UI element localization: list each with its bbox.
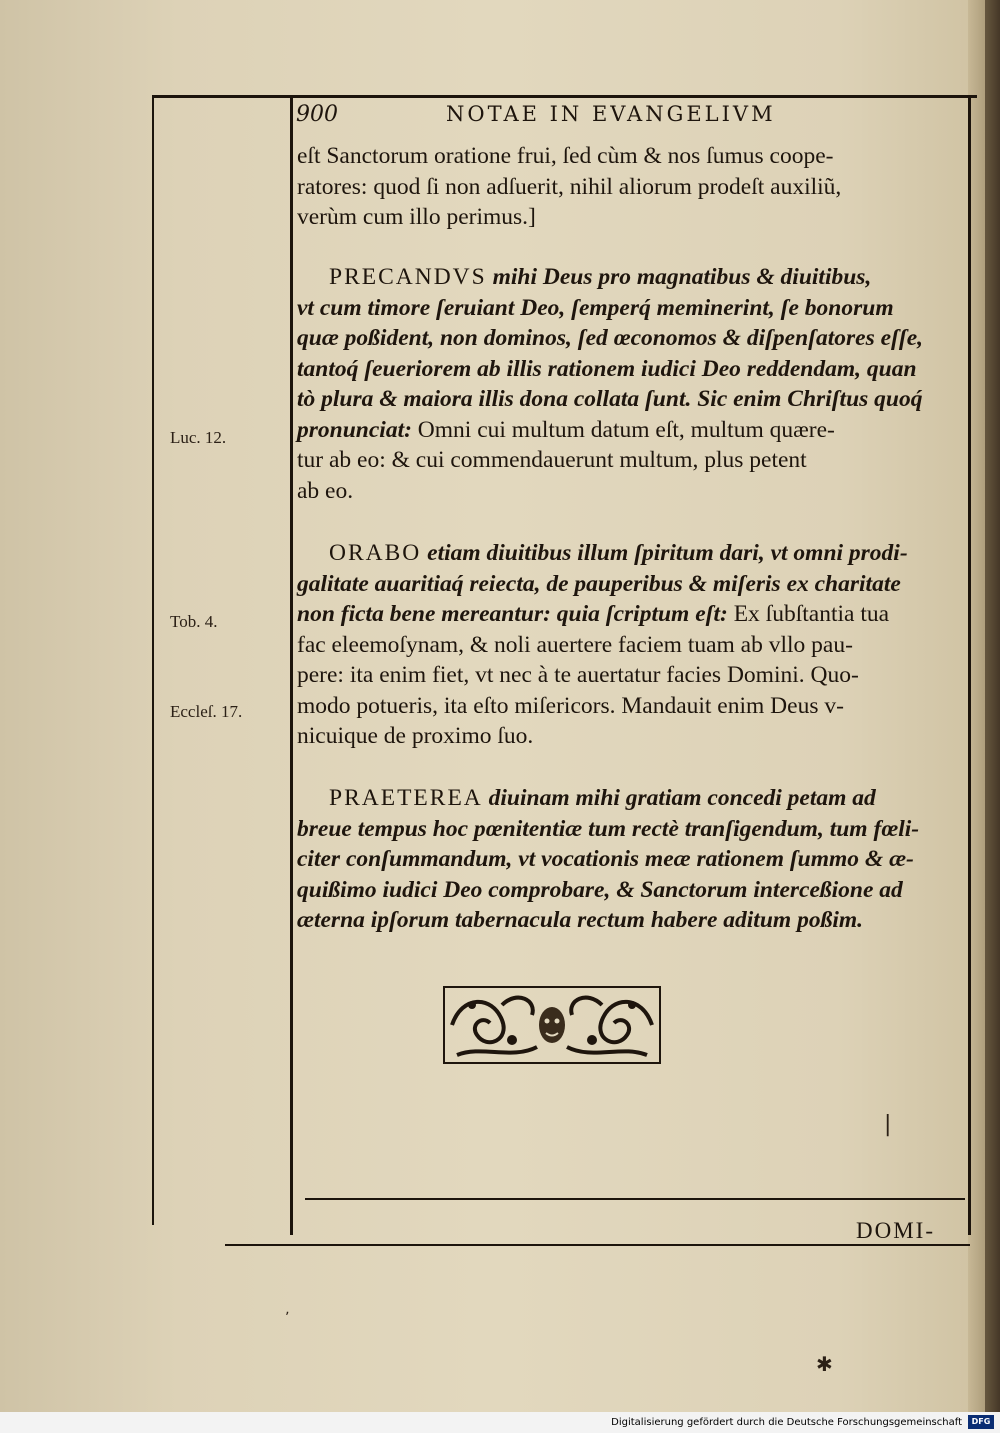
text-line: fac eleemoſynam, & noli auertere faciem tuam ab vllo pau- [297,631,853,658]
paragraph-lead-word: PRAETEREA [329,785,483,811]
printers-ornament-icon [442,985,662,1065]
bottom-rule [305,1198,965,1200]
text-line: tur ab eo: & cui commendauerunt multum, plus petent [297,447,807,473]
paragraph-first-line: PRAETEREA diuinam mihi gratiam concedi petam ad [329,785,876,811]
inner-left-rule [290,95,293,1235]
text-line: pronunciat: Omni cui multum datum eſt, multum quære- [297,416,835,443]
dfg-logo: DFG [968,1415,994,1429]
text-line: modo potueris, ita eſto miſericors. Mandauit enim Deus v- [297,692,844,719]
running-head: NOTAE IN EVANGELIVM [446,102,776,126]
bottom-outer-rule [225,1244,970,1246]
top-rule [152,95,977,98]
text-block-2 [297,262,964,506]
page-header [296,100,964,134]
paragraph-first-line: PRECANDVS mihi Deus pro magnatibus & diuitibus, [329,264,872,290]
text-line: nicuique de proximo ſuo. [297,723,534,749]
paragraph-first-line: ORABO etiam diuitibus illum ſpiritum dari, vt omni prodi- [329,540,908,566]
digitization-footer [0,1412,1000,1433]
margin-note-tob: Tob. 4. [170,612,218,631]
text-line: ab eo. [297,477,354,504]
text-line: non ficta bene mereantur: quia ſcriptum eſt: Ex ſubſtantia tua [297,601,890,627]
text-line: eſt Sanctorum oratione frui, ſed cùm & nos ſumus coope- [297,143,834,169]
ink-spot: ʼ [285,1310,290,1326]
outer-left-rule [152,95,154,1225]
text-line: breue tempus hoc pœnitentiæ tum rectè tranſigendum, tum fœli- [297,815,920,842]
text-block-3 [297,538,964,752]
text-line: galitate auaritiaq́ reiecta, de pauperibus & miſeris ex charitate [297,570,901,597]
catchword: DOMI- [856,1218,935,1243]
text-line: tantoq́ ſeueriorem ab illis rationem iudici Deo reddendam, quan [297,355,917,382]
ink-spot: ✱ [816,1352,833,1376]
page-edge-shadow [968,0,1000,1412]
footer-text: Digitalisierung gefördert durch die Deutsche Forschungsgemeinschaft [611,1417,962,1428]
text-line: quæ poßident, non dominos, ſed œconomos & diſpenſatores eſſe, [297,325,924,351]
page-number: 900 [296,102,338,127]
text-block-1 [297,141,964,233]
text-block-4 [297,783,964,936]
paragraph-lead-word: PRECANDVS [329,264,487,290]
text-line: pere: ita enim fiet, vt nec à te auertatur facies Domini. Quo- [297,662,859,688]
text-line: verùm cum illo perimus.] [297,204,536,230]
text-line: tò plura & maiora illis dona collata ſunt. Sic enim Chriſtus quoq́ [297,386,923,412]
text-line: æterna ipſorum tabernacula rectum habere aditum poßim. [297,907,863,933]
text-line: quißimo iudici Deo comprobare, & Sanctorum interceßione ad [297,876,903,903]
paragraph-lead-word: ORABO [329,540,422,566]
text-line: citer conſummandum, vt vocationis meæ rationem ſummo & æ- [297,846,914,872]
text-line: vt cum timore ſeruiant Deo, ſemperq́ meminerint, ſe bonorum [297,294,894,321]
ink-spot: | [884,1112,892,1137]
margin-note-luc: Luc. 12. [170,428,227,447]
right-rule [968,95,971,1235]
margin-note-eccles: Eccleſ. 17. [170,702,243,721]
text-line: ratores: quod ſi non adſuerit, nihil aliorum prodeſt auxiliũ, [297,173,842,200]
